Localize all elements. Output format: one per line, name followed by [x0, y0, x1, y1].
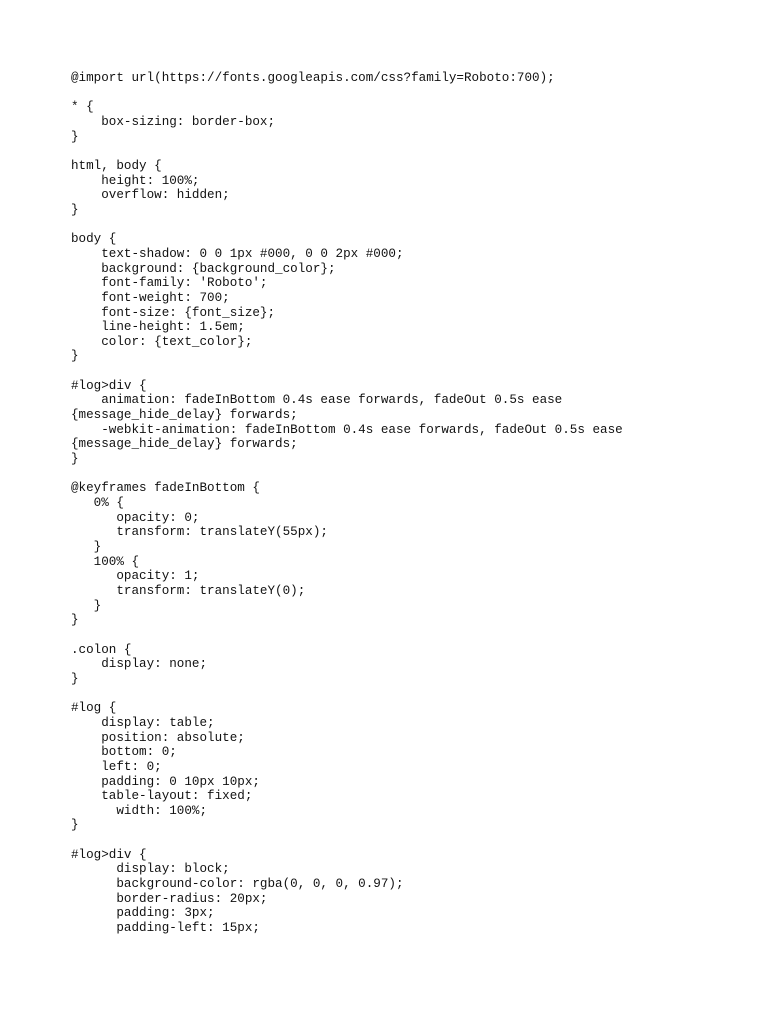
code-line: display: table; [71, 715, 215, 730]
code-line: * { [71, 100, 94, 115]
code-line: border-radius: 20px; [71, 891, 268, 906]
code-line: body { [71, 232, 117, 247]
code-line: {message_hide_delay} forwards; [71, 408, 298, 423]
code-line: table-layout: fixed; [71, 789, 253, 804]
code-line: #log { [71, 701, 117, 716]
code-line: bottom: 0; [71, 745, 177, 760]
code-line: font-family: 'Roboto'; [71, 276, 268, 291]
code-line: text-shadow: 0 0 1px #000, 0 0 2px #000; [71, 246, 404, 261]
code-line: animation: fadeInBottom 0.4s ease forwards, fadeOut 0.5s ease [71, 393, 563, 408]
code-line: .colon { [71, 642, 132, 657]
code-line: @import url(https://fonts.googleapis.com/css?family=Roboto:700); [71, 71, 555, 85]
code-line: opacity: 1; [71, 569, 200, 584]
code-line: padding-left: 15px; [71, 921, 260, 936]
document-page [71, 71, 731, 936]
code-line: } [71, 598, 102, 613]
code-line: left: 0; [71, 759, 162, 774]
code-line: position: absolute; [71, 730, 245, 745]
code-line: #log>div { [71, 378, 147, 393]
code-line: background: {background_color}; [71, 261, 336, 276]
code-line: } [71, 129, 79, 144]
code-line: } [71, 613, 79, 628]
code-line: padding: 3px; [71, 906, 215, 921]
code-line: box-sizing: border-box; [71, 114, 276, 129]
code-line: -webkit-animation: fadeInBottom 0.4s ease forwards, fadeOut 0.5s ease [71, 422, 623, 437]
code-line: } [71, 540, 102, 554]
code-line: #log>div { [71, 847, 147, 862]
code-line: 0% { [71, 496, 124, 511]
code-line: } [71, 452, 79, 467]
code-line: } [71, 671, 79, 686]
code-line: html, body { [71, 158, 162, 173]
code-line: 100% { [71, 554, 140, 569]
code-line: } [71, 202, 79, 217]
code-line: transform: translateY(55px); [71, 525, 328, 540]
code-line: opacity: 0; [71, 510, 200, 525]
code-line: display: block; [71, 862, 230, 877]
code-line: padding: 0 10px 10px; [71, 774, 260, 789]
code-line: overflow: hidden; [71, 188, 230, 203]
code-line: } [71, 818, 79, 833]
code-line: @keyframes fadeInBottom { [71, 481, 260, 496]
code-line: {message_hide_delay} forwards; [71, 437, 298, 452]
code-line: transform: translateY(0); [71, 583, 306, 598]
code-line: display: none; [71, 657, 208, 672]
code-line: height: 100%; [71, 173, 200, 188]
code-line: } [71, 349, 79, 364]
code-line: color: {text_color}; [71, 334, 253, 349]
code-line: line-height: 1.5em; [71, 320, 245, 335]
code-line: font-weight: 700; [71, 290, 230, 305]
code-block [71, 71, 731, 936]
code-line: width: 100%; [71, 803, 208, 818]
code-line: font-size: {font_size}; [71, 305, 276, 320]
code-line: background-color: rgba(0, 0, 0, 0.97); [71, 877, 404, 892]
